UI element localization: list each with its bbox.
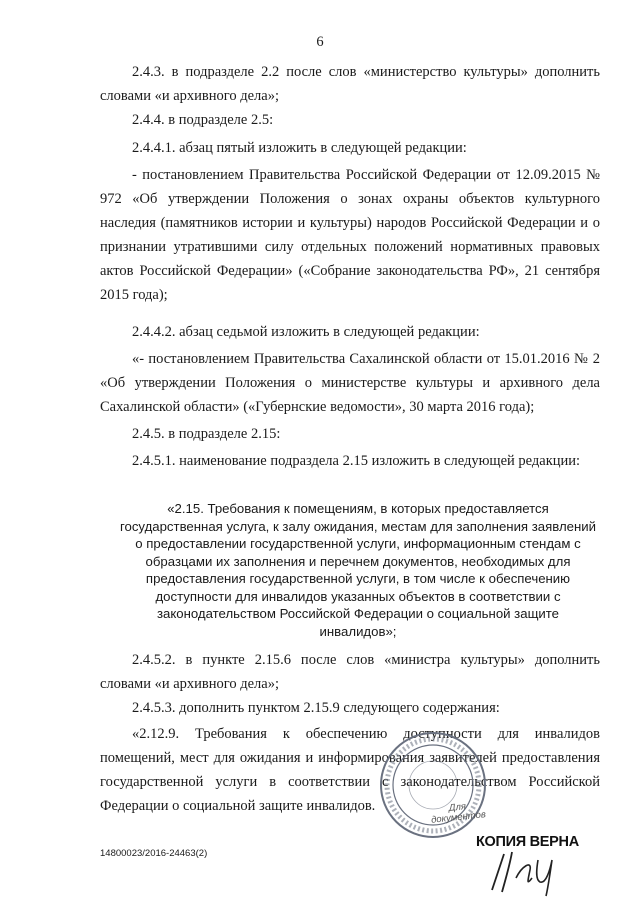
- paragraph-text: 2.4.4.2. абзац седьмой изложить в следующей редакции:: [132, 324, 480, 340]
- paragraph-2-4-5-3: [100, 696, 600, 720]
- paragraph-2-4-4: [100, 108, 600, 132]
- paragraph-text: 2.4.4.1. абзац пятый изложить в следующей редакции:: [132, 140, 467, 156]
- paragraph-text: 2.4.5.3. дополнить пунктом 2.15.9 следующего содержания:: [132, 700, 500, 716]
- document-code: 14800023/2016-24463(2): [100, 848, 208, 859]
- handwritten-signature-icon: [486, 848, 576, 898]
- paragraph-2-4-5-1: [100, 449, 600, 473]
- quote-text: «2.15. Требования к помещениям, в которых предоставляется государственная услуга, к залу ожидания, местам для заполнения заявлений о предоставлении государственной услуги, информационным стендам с образцами их заполнения и перечнем документов, необходимых для предоставления государственной услуги, в том числе к обеспечению доступности для инвалидов указанных объектов в соответствии с законодательством Российской Федерации о социальной защите инвалидов»;: [119, 501, 597, 639]
- paragraph-text: «- постановлением Правительства Сахалинской области от 15.01.2016 № 2 «Об утверждении Положения о министерстве культуры и архивного дела Сахалинской области» («Губернские ведомости», 30 марта 2016 года);: [100, 351, 600, 415]
- stamp-label: Для документов: [430, 801, 487, 826]
- quoted-section-title: [118, 500, 598, 640]
- paragraph-2-12-9: [100, 722, 600, 818]
- paragraph-2-4-3: [100, 60, 600, 108]
- page-number: 6: [316, 34, 324, 50]
- paragraph-text: 2.4.4. в подразделе 2.5:: [132, 112, 274, 128]
- paragraph-text: 2.4.5.2. в пункте 2.15.6 после слов «министра культуры» дополнить словами «и архивного дела»;: [100, 652, 600, 692]
- paragraph-2-4-4-1: [100, 136, 600, 160]
- paragraph-text: - постановлением Правительства Российской Федерации от 12.09.2015 № 972 «Об утверждении Положения о зонах охраны объектов культурного наследия (памятников истории и культуры) народов Российской Федерации и о признании утратившими силу отдельных положений нормативных правовых актов Российской Федерации» («Собрание законодательства РФ», 21 сентября 2015 года);: [100, 167, 600, 303]
- paragraph-2-4-5: [100, 422, 600, 446]
- paragraph-text: 2.4.5. в подразделе 2.15:: [132, 426, 281, 442]
- paragraph-resolution-2: [100, 347, 600, 419]
- paragraph-text: 2.4.3. в подразделе 2.2 после слов «министерство культуры» дополнить словами «и архивного дела»;: [100, 64, 600, 104]
- paragraph-2-4-5-2: [100, 648, 600, 696]
- paragraph-text: 2.4.5.1. наименование подраздела 2.15 изложить в следующей редакции:: [132, 453, 581, 469]
- copy-certification-label: КОПИЯ ВЕРНА: [476, 834, 579, 850]
- paragraph-resolution-972: [100, 163, 600, 307]
- paragraph-text: «2.12.9. Требования к обеспечению доступности для инвалидов помещений, мест для ожидания и информирования заявителей предоставления государственной услуги в соответствии с законодательством Российской Федерации о социальной защите инвалидов.: [100, 726, 600, 814]
- paragraph-2-4-4-2: [100, 320, 600, 344]
